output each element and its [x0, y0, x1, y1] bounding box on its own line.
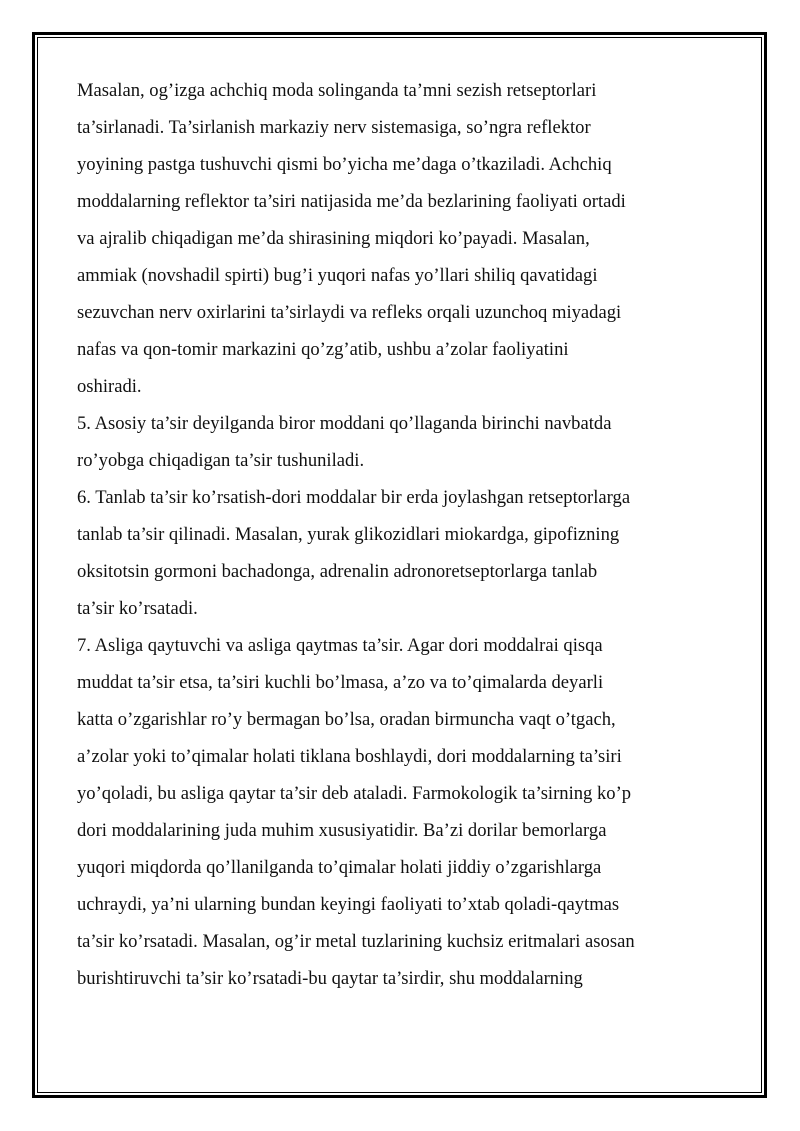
text-line: ro’yobga chiqadigan ta’sir tushuniladi. [77, 450, 365, 471]
text-line: va ajralib chiqadigan me’da shirasining miqdori ko’payadi. Masalan, [77, 228, 590, 249]
text-line: ta’sirlanadi. Ta’sirlanish markaziy nerv sistemasiga, so’ngra reflektor [77, 117, 591, 138]
text-line: moddalarning reflektor ta’siri natijasida me’da bezlarining faoliyati ortadi [77, 191, 626, 212]
text-line: ta’sir ko’rsatadi. Masalan, og’ir metal tuzlarining kuchsiz eritmalari asosan [77, 931, 635, 952]
text-line: yoyining pastga tushuvchi qismi bo’yicha me’daga o’tkaziladi. Achchiq [77, 154, 612, 175]
text-line: yuqori miqdorda qo’llanilganda to’qimalar holati jiddiy o’zgarishlarga [77, 857, 602, 878]
document-body [77, 72, 727, 997]
text-line: burishtiruvchi ta’sir ko’rsatadi-bu qaytar ta’sirdir, shu moddalarning [77, 968, 583, 989]
text-line: nafas va qon-tomir markazini qo’zg’atib, ushbu a’zolar faoliyatini [77, 339, 569, 360]
text-line: 5. Asosiy ta’sir deyilganda biror moddani qo’llaganda birinchi navbatda [77, 413, 612, 434]
text-line: oshiradi. [77, 376, 142, 397]
text-line: Masalan, og’izga achchiq moda solinganda ta’mni sezish retseptorlari [77, 80, 597, 101]
text-line: katta o’zgarishlar ro’y bermagan bo’lsa, oradan birmuncha vaqt o’tgach, [77, 709, 616, 730]
text-line: ammiak (novshadil spirti) bug’i yuqori nafas yo’llari shiliq qavatidagi [77, 265, 598, 286]
text-line: ta’sir ko’rsatadi. [77, 598, 198, 619]
text-line: muddat ta’sir etsa, ta’siri kuchli bo’lmasa, a’zo va to’qimalarda deyarli [77, 672, 604, 693]
text-line: uchraydi, ya’ni ularning bundan keyingi faoliyati to’xtab qoladi-qaytmas [77, 894, 620, 915]
text-line: oksitotsin gormoni bachadonga, adrenalin adronoretseptorlarga tanlab [77, 561, 598, 582]
text-line: dori moddalarining juda muhim xususiyatidir. Ba’zi dorilar bemorlarga [77, 820, 607, 841]
text-line: a’zolar yoki to’qimalar holati tiklana boshlaydi, dori moddalarning ta’siri [77, 746, 622, 767]
text-line: tanlab ta’sir qilinadi. Masalan, yurak glikozidlari miokardga, gipofizning [77, 524, 620, 545]
text-line: 6. Tanlab ta’sir ko’rsatish-dori moddalar bir erda joylashgan retseptorlarga [77, 487, 631, 508]
text-line: sezuvchan nerv oxirlarini ta’sirlaydi va refleks orqali uzunchoq miyadagi [77, 302, 622, 323]
text-line: 7. Asligа qaytuvchi va asliga qaytmas ta’sir. Agar dori moddalrai qisqa [77, 635, 603, 656]
text-line: yo’qoladi, bu asliga qaytar ta’sir deb ataladi. Farmokologik ta’sirning ko’p [77, 783, 632, 804]
